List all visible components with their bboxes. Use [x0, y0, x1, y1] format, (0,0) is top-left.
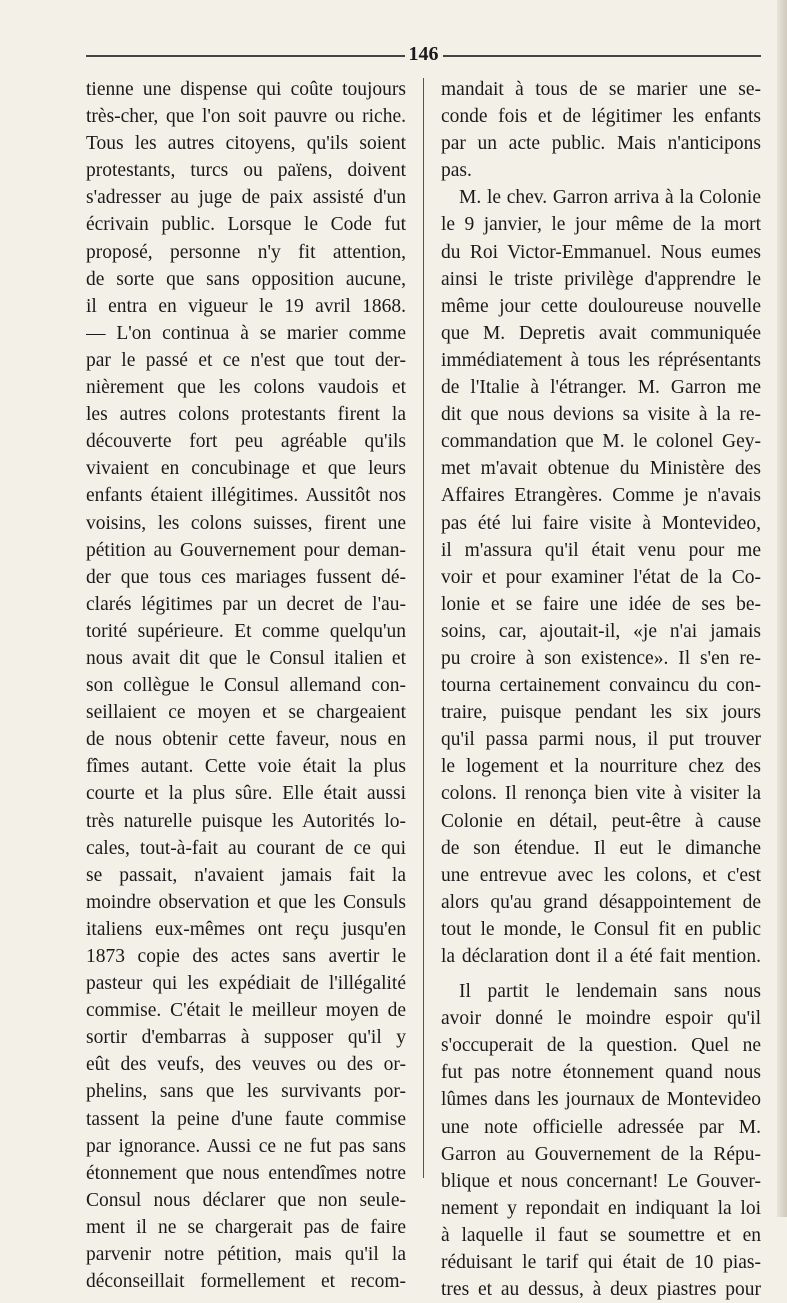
text-line: der que tous ces mariages fussent dé-	[86, 566, 406, 588]
text-line: une note officielle adressée par M.	[441, 1116, 761, 1138]
text-line: protestants, turcs ou païens, doivent	[86, 160, 406, 182]
column-divider	[423, 78, 424, 1178]
text-line: parvenir notre pétition, mais qu'il la	[86, 1244, 406, 1266]
text-line: phelins, sans que les survivants por-	[86, 1081, 406, 1103]
text-line: lûmes dans les journaux de Montevideo	[441, 1089, 761, 1111]
text-line: très-cher, que l'on soit pauvre ou riche.	[86, 106, 406, 128]
text-line: torité supérieure. Et comme quelqu'un	[86, 620, 406, 642]
text-line: seillaient ce moyen et se chargeaient	[86, 702, 406, 724]
text-line: tassent la peine d'une faute commise	[86, 1108, 406, 1130]
paragraph	[441, 184, 761, 970]
text-line: soins, car, ajoutait-il, «je n'ai jamais	[441, 620, 761, 642]
text-line: pas.	[441, 160, 472, 182]
text-line: se passait, n'avaient jamais fait la	[86, 864, 406, 886]
text-columns	[86, 76, 761, 1303]
text-line: met m'avait obtenue du Ministère des	[441, 458, 761, 480]
text-line: du Roi Victor-Emmanuel. Nous eumes	[441, 241, 761, 263]
text-line: traire, puisque pendant les six jours	[441, 702, 761, 724]
text-line: de nous obtenir cette faveur, nous en	[86, 729, 406, 751]
text-line: nement y repondait en indiquant la loi	[441, 1197, 761, 1219]
text-line: eût des veufs, des veuves ou des or-	[86, 1054, 406, 1076]
text-line: M. le chev. Garron arriva à la Colonie	[459, 187, 761, 209]
text-line: voir et pour examiner l'état de la Co-	[441, 566, 761, 588]
text-line: pu croire à son existence». Il s'en re-	[441, 647, 761, 669]
text-line: très naturelle puisque les Autorités lo-	[86, 810, 406, 832]
paragraph	[441, 76, 761, 184]
text-line: le logement et la nourriture chez des	[441, 756, 761, 778]
text-line: Affaires Etrangères. Comme je n'avais	[441, 485, 761, 507]
text-line: de l'Italie à l'étranger. M. Garron me	[441, 377, 761, 399]
text-line: conde fois et de légitimer les enfants	[441, 106, 761, 128]
text-line: fîmes autant. Cette voie était la plus	[86, 756, 406, 778]
text-line: étonnement que nous entendîmes notre	[86, 1162, 406, 1184]
text-line: la déclaration dont il a été fait mention.	[441, 946, 761, 967]
text-line: commise. C'était le meilleur moyen de	[86, 1000, 406, 1022]
text-line: sortir d'embarras à supposer qu'il y	[86, 1027, 406, 1049]
page-number: 146	[405, 42, 443, 66]
text-line: les autres colons protestants firent la	[86, 404, 406, 426]
text-line: pasteur qui les expédiait de l'illégalité	[86, 973, 406, 995]
text-line: par un acte public. Mais n'anticipons	[441, 133, 761, 155]
text-line: s'adresser au juge de paix assisté d'un	[86, 187, 406, 209]
text-line: de sorte que sans opposition aucune,	[86, 268, 406, 290]
text-line: lonie et se faire une idée de ses be-	[441, 593, 761, 615]
text-line: cales, tout-à-fait au courant de ce qui	[86, 837, 406, 859]
text-line: proposé, personne n'y fit attention,	[86, 241, 406, 263]
text-line: une entrevue avec les colons, et c'est	[441, 864, 761, 886]
text-line: le 9 janvier, le jour même de la mort	[441, 214, 761, 236]
text-line: tout le monde, le Consul fit en public	[441, 918, 761, 940]
text-line: Consul nous déclarer que non seule-	[86, 1189, 406, 1211]
text-line: courte et la plus sûre. Elle était aussi	[86, 783, 406, 805]
text-line: colons. Il renonça bien vite à visiter la	[441, 783, 761, 805]
text-line: ment il ne se chargerait pas de faire	[86, 1216, 406, 1238]
text-line: alors qu'au grand désappointement de	[441, 891, 761, 913]
text-line: pétition au Gouvernement pour deman-	[86, 539, 406, 561]
text-line: Garron au Gouvernement de la Répu-	[441, 1143, 761, 1165]
paragraph-gap	[441, 970, 761, 978]
page-edge-shadow	[777, 0, 787, 1217]
text-line: immédiatement à tous les réprésentants	[441, 349, 761, 371]
page-header	[86, 40, 761, 68]
text-line: tourna certainement convaincu du con-	[441, 675, 761, 697]
text-line: même jour cette douloureuse nouvelle	[441, 295, 761, 317]
text-line: dit que nous devions sa visite à la re-	[441, 404, 761, 426]
text-line: son collègue le Consul allemand con-	[86, 675, 406, 697]
left-column	[86, 76, 406, 1303]
text-line: blique et nous concernant! Le Gouver-	[441, 1170, 761, 1192]
text-line: fut pas notre étonnement quand nous	[441, 1062, 761, 1084]
text-line: découverte fort peu agréable qu'ils	[86, 431, 406, 453]
text-line: ainsi le triste privilège d'apprendre le	[441, 268, 761, 290]
text-line: mandait à tous de se marier une se-	[441, 79, 761, 100]
text-line: Il partit le lendemain sans nous	[459, 981, 761, 1003]
text-line: pas été lui faire visite à Montevideo,	[441, 512, 761, 534]
text-line: réduisant le tarif qui était de 10 pias-	[441, 1252, 761, 1274]
text-line: il m'assura qu'il était venu pour me	[441, 539, 761, 561]
right-column	[441, 76, 761, 1303]
text-line: à laquelle il faut se soumettre et en	[441, 1224, 761, 1246]
text-line: s'occuperait de la question. Quel ne	[441, 1035, 761, 1057]
text-line: enfants étaient illégitimes. Aussitôt nos	[86, 485, 406, 507]
text-line: qu'il passa parmi nous, il put trouver	[441, 729, 761, 751]
text-line: par ignorance. Aussi ce ne fut pas sans	[86, 1135, 406, 1157]
text-line: 1873 copie des actes sans avertir le	[86, 946, 406, 967]
text-line: écrivain public. Lorsque le Code fut	[86, 214, 406, 236]
text-line: — L'on continua à se marier comme	[86, 322, 406, 344]
text-line: de son étendue. Il eut le dimanche	[441, 837, 761, 859]
text-line: avoir donné le moindre espoir qu'il	[441, 1008, 761, 1030]
text-line: il entra en vigueur le 19 avril 1868.	[86, 295, 406, 317]
text-line: Tous les autres citoyens, qu'ils soient	[86, 133, 406, 155]
text-line: vivaient en concubinage et que leurs	[86, 458, 406, 480]
text-line: tienne une dispense qui coûte toujours	[86, 79, 406, 100]
text-line: italiens eux-mêmes ont reçu jusqu'en	[86, 918, 406, 940]
text-line: par le passé et ce n'est que tout der-	[86, 349, 406, 371]
text-line: Colonie en détail, peut-être à cause	[441, 810, 761, 832]
text-line: déconseillait formellement et recom-	[86, 1271, 406, 1293]
text-line: voisins, les colons suisses, firent une	[86, 512, 406, 534]
text-line: moindre observation et que les Consuls	[86, 891, 406, 913]
paragraph	[441, 978, 761, 1303]
text-line: commandation que M. le colonel Gey-	[441, 431, 761, 453]
text-line: clarés légitimes par un decret de l'au-	[86, 593, 406, 615]
text-line: nous avait dit que le Consul italien et	[86, 647, 406, 669]
text-line: tres et au dessus, à deux piastres pour	[441, 1279, 761, 1301]
text-line: nièrement que les colons vaudois et	[86, 377, 406, 399]
text-line: que M. Depretis avait communiquée	[441, 322, 761, 344]
